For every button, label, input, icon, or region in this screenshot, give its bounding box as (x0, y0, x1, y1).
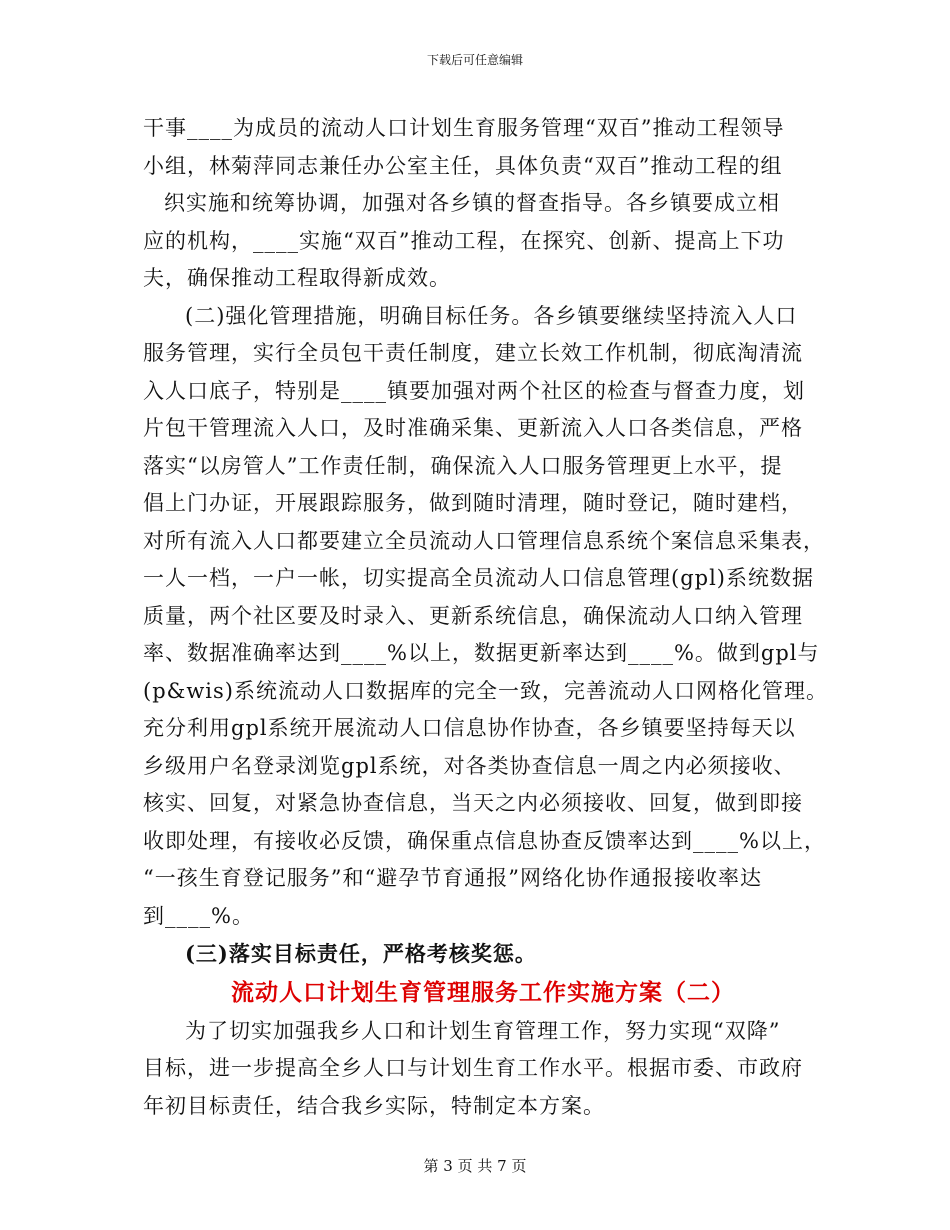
body-line: 入人口底子，特别是____镇要加强对两个社区的检查与督查力度，划 (143, 378, 805, 403)
body-line: 核实、回复，对紧急协查信息，当天之内必须接收、回复，做到即接 (143, 791, 803, 815)
body-line: 对所有流入人口都要建立全员流动人口管理信息系统个案信息采集表， (143, 528, 825, 553)
body-line: 干事____为成员的流动人口计划生育服务管理“双百”推动工程领导 (143, 116, 785, 140)
body-line: (p&wis)系统流动人口数据库的完全一致，完善流动人口网格化管理。 (143, 678, 828, 703)
body-line: 目标，进一步提高全乡人口与计划生育工作水平。根据市委、市政府 (143, 1056, 803, 1080)
page-header: 下载后可任意编辑 (426, 53, 523, 67)
body-line: 服务管理，实行全员包干责任制度，建立长效工作机制，彻底淘清流 (143, 341, 803, 365)
body-line: 充分利用gpl系统开展流动人口信息协作协查，各乡镇要坚持每天以 (143, 716, 796, 740)
body-line: 质量，两个社区要及时录入、更新系统信息，确保流动人口纳入管理 (143, 603, 803, 628)
body-line: 片包干管理流入人口，及时准确采集、更新流入人口各类信息，严格 (143, 416, 803, 440)
body-line: 倡上门办证，开展跟踪服务，做到随时清理，随时登记，随时建档， (143, 491, 803, 515)
body-line: 为了切实加强我乡人口和计划生育管理工作，努力实现“双降” (185, 1018, 781, 1043)
body-line: 到____%。 (143, 903, 254, 928)
body-line: “一孩生育登记服务”和“避孕节育通报”网络化协作通报接收率达 (143, 866, 762, 890)
body-line: 率、数据准确率达到____%以上，数据更新率达到____%。做到gpl与 (143, 641, 820, 665)
body-line: 一人一档，一户一帐，切实提高全员流动人口信息管理(gpl)系统数据 (143, 566, 814, 590)
body-line: 小组，林菊萍同志兼任办公室主任，具体负责“双百”推动工程的组 (143, 153, 783, 178)
section-3-heading: (三)落实目标责任，严格考核奖惩。 (185, 941, 537, 966)
document-title: 流动人口计划生育管理服务工作实施方案（二） (231, 978, 735, 1006)
page-footer: 第 3 页 共 7 页 (423, 1157, 527, 1175)
document-body (143, 110, 828, 1125)
body-line: 收即处理，有接收必反馈，确保重点信息协查反馈率达到____%以上， (143, 828, 826, 853)
body-line: 落实“以房管人”工作责任制，确保流入人口服务管理更上水平，提 (143, 453, 783, 478)
body-line: 年初目标责任，结合我乡实际，特制定本方案。 (143, 1093, 605, 1118)
section-2-heading-line: (二)强化管理措施，明确目标任务。各乡镇要继续坚持流入人口 (185, 303, 798, 328)
body-line: 织实施和统筹协调，加强对各乡镇的督查指导。各乡镇要成立相 (164, 191, 780, 215)
body-line: 应的机构，____实施“双百”推动工程，在探究、创新、提高上下功 (143, 228, 785, 253)
body-line: 乡级用户名登录浏览gpl系统，对各类协查信息一周之内必须接收、 (143, 753, 796, 778)
body-line: 夫，确保推动工程取得新成效。 (143, 266, 451, 290)
